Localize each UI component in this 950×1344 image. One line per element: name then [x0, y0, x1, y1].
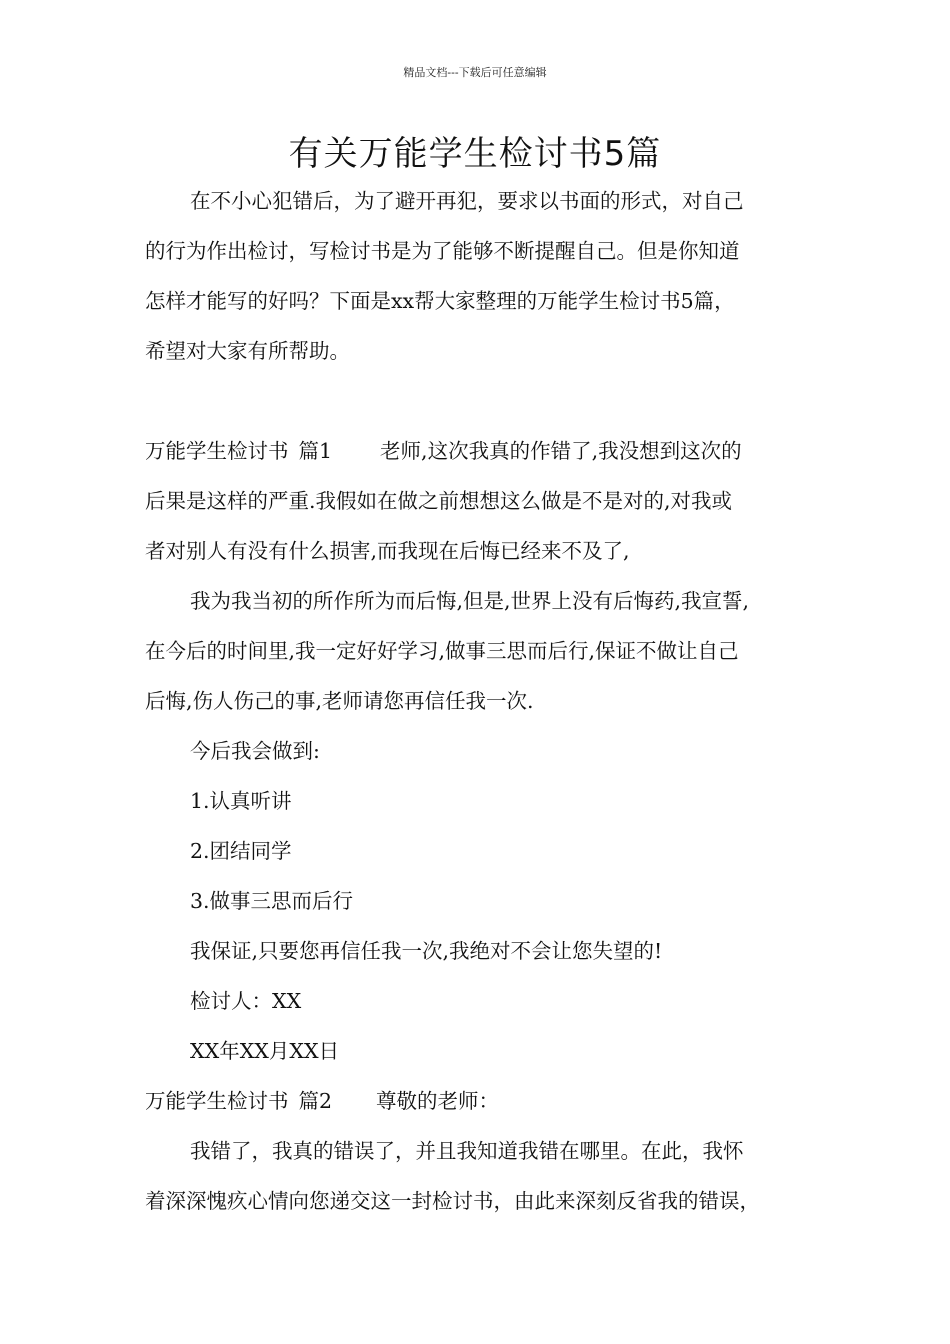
section2-first-line-text: 尊敬的老师： — [376, 1089, 500, 1113]
section2-heading-line — [145, 1076, 810, 1126]
section1-para1-line-2: 者对别人有没有什么损害,而我现在后悔已经来不及了, — [145, 539, 630, 563]
section1-list-item-2: 2.团结同学 — [190, 839, 292, 863]
section1-para2-line-1: 我为我当初的所作所为而后悔,但是,世界上没有后悔药,我宣誓, — [190, 589, 750, 613]
intro-line-1: 在不小心犯错后，为了避开再犯，要求以书面的形式，对自己 — [190, 189, 744, 213]
section2-para-line-1: 我错了，我真的错误了，并且我知道我错在哪里。在此，我怀 — [190, 1139, 744, 1163]
section1-date: XX年XX月XX日 — [190, 1039, 340, 1063]
section1-guarantee: 我保证,只要您再信任我一次,我绝对不会让您失望的! — [190, 939, 663, 963]
section1-promise-intro: 今后我会做到: — [190, 739, 320, 763]
section2-heading-number: 篇2 — [298, 1089, 333, 1113]
intro-line-2: 的行为作出检讨，写检讨书是为了能够不断提醒自己。但是你知道 — [145, 239, 740, 263]
document-title: 有关万能学生检讨书5篇 — [288, 134, 662, 174]
section1-para2-line-3: 后悔,伤人伤己的事,老师请您再信任我一次. — [145, 689, 534, 713]
intro-line-4: 希望对大家有所帮助。 — [145, 339, 350, 363]
section1-heading-label: 万能学生检讨书 — [145, 439, 289, 463]
section1-heading-number: 篇1 — [298, 439, 333, 463]
section1-first-line-text: 老师,这次我真的作错了,我没想到这次的 — [380, 439, 742, 463]
section1-para1-line-1: 后果是这样的严重.我假如在做之前想想这么做是不是对的,对我或 — [145, 489, 733, 513]
header-note: 精品文档---下载后可任意编辑 — [403, 66, 547, 79]
blank-line — [145, 376, 810, 426]
section1-list-item-1: 1.认真听讲 — [190, 789, 292, 813]
section2-heading-label: 万能学生检讨书 — [145, 1089, 289, 1113]
intro-line-3: 怎样才能写的好吗？下面是xx帮大家整理的万能学生检讨书5篇， — [145, 289, 735, 313]
section2-para-line-2: 着深深愧疚心情向您递交这一封检讨书，由此来深刻反省我的错误， — [145, 1189, 760, 1213]
section1-list-item-3: 3.做事三思而后行 — [190, 889, 354, 913]
section1-para2-line-2: 在今后的时间里,我一定好好学习,做事三思而后行,保证不做让自己 — [145, 639, 739, 663]
section1-signer: 检讨人：XX — [190, 989, 302, 1013]
section1-heading-line — [145, 426, 810, 476]
document-body — [145, 176, 810, 1226]
